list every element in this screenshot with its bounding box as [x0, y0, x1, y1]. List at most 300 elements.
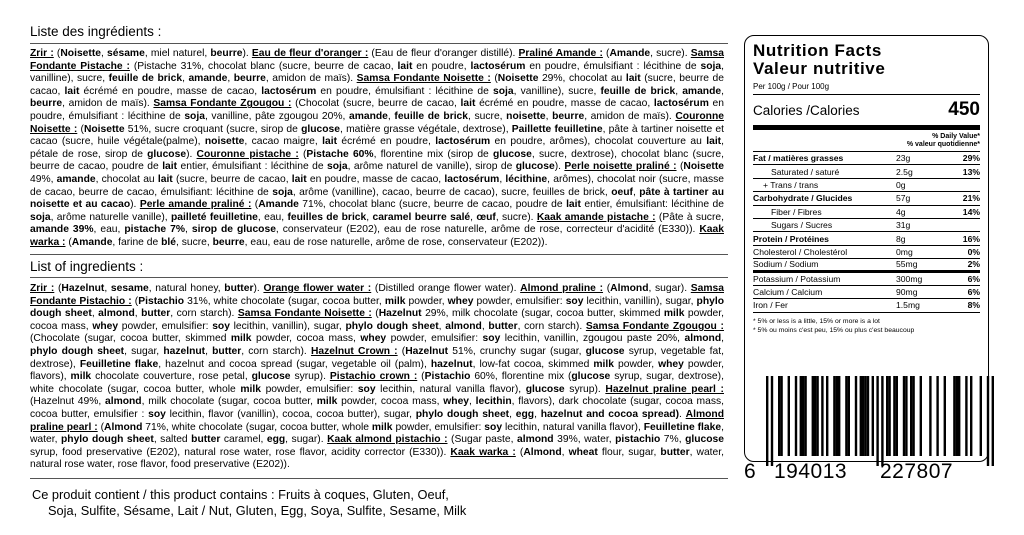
nutrient-daily-value: 6%: [967, 287, 980, 298]
fr-text: , sucre,: [175, 236, 213, 248]
fr-allergen: beurre: [210, 48, 243, 59]
en-allergen: Pistachio: [138, 295, 185, 307]
en-allergen: butter: [141, 308, 171, 320]
en-text: (: [97, 421, 105, 433]
en-text: (Distilled orange flower water).: [371, 283, 521, 294]
en-text: ,: [469, 396, 476, 408]
en-product-name: Orange flower water :: [263, 283, 372, 294]
en-text: powder, emulsifier:: [118, 320, 213, 332]
fr-product-name: Kaak warka :: [30, 224, 724, 248]
fr-text: (: [490, 73, 498, 85]
fr-product-name: Praliné Amande :: [518, 48, 603, 59]
fr-allergen: Noisette: [683, 161, 725, 173]
fr-allergen: Paillette feuilletine: [511, 123, 603, 135]
nutrient-daily-value: 6%: [967, 273, 980, 284]
en-text: ,: [481, 320, 489, 332]
fr-allergen: glucose: [147, 148, 187, 160]
nutrient-row: [753, 152, 980, 165]
en-text: ,: [205, 345, 213, 357]
fr-allergen: lait: [322, 136, 338, 148]
en-allergen: glucose: [571, 371, 611, 383]
barcode-bar: [903, 376, 905, 456]
en-allergen: whey: [443, 396, 470, 408]
barcode-bar: [838, 376, 840, 456]
fr-allergen: amande: [56, 173, 96, 185]
en-text: (Chocolate (sugar, cocoa butter, skimmed: [30, 333, 231, 345]
daily-value-en: % Daily Value*: [932, 133, 980, 140]
fr-text: , arôme naturelle vanille),: [50, 211, 171, 223]
en-allergen: glucose: [685, 434, 724, 446]
fr-allergen: glucose: [492, 148, 532, 160]
fr-text: ,: [227, 73, 234, 85]
en-text: 31%, white chocolate (sugar, cocoa butter,: [184, 295, 385, 307]
en-text: (: [54, 283, 62, 294]
allergen-label: Ce produit contient / this product contains :: [32, 487, 279, 502]
fr-product-name: Samsa Fondante Pistache :: [30, 48, 724, 72]
fr-text: (: [251, 199, 259, 211]
en-text: lecithin, vanillin), sugar,: [229, 320, 346, 332]
en-text: powder,: [614, 358, 659, 370]
en-text: caramel,: [220, 434, 267, 446]
fr-text: (: [602, 48, 610, 59]
fr-allergen: amande: [188, 73, 228, 85]
barcode-bar: [845, 376, 847, 456]
en-text: , sugar).: [648, 283, 691, 294]
en-product-name: Zrir :: [30, 283, 55, 294]
fr-allergen: lécithine: [505, 173, 548, 185]
nutrient-name: Fiber / Fibres: [771, 206, 822, 217]
nutrient-row: [753, 299, 980, 312]
allergen-line2: Soja, Sulfite, Sésame, Lait / Nut, Gluten, Egg, Soya, Sulfite, Sesame, Milk: [48, 503, 467, 518]
en-allergen: Almond: [610, 283, 649, 294]
fr-text: (sucre, beurre de cacao,: [172, 173, 292, 185]
en-allergen: milk: [240, 383, 261, 395]
fr-allergen: feuilles de brick: [287, 211, 367, 223]
en-text: , milk chocolate (sugar, cocoa butter,: [141, 396, 317, 408]
calories-label: Calories /Calories: [753, 103, 860, 118]
barcode-bar: [876, 376, 878, 466]
en-allergen: phylo dough sheet: [415, 408, 510, 420]
barcode-bar: [780, 376, 782, 456]
barcode-bar: [886, 376, 888, 456]
barcode-bar: [812, 376, 814, 456]
nutrient-amount: 0mg: [896, 246, 913, 257]
nutrient-name: + Trans / trans: [763, 179, 819, 190]
fr-text: , arôme (vanilline), cacao, beurre de cacao), sucre, feuilles de brick,: [292, 186, 612, 198]
en-product-name: Samsa Fondante Zgougou :: [585, 320, 724, 332]
barcode-bar: [778, 376, 780, 456]
nutrition-title-en: Nutrition Facts: [753, 41, 882, 60]
fr-allergen: soja: [184, 110, 205, 122]
en-allergen: butter: [224, 283, 254, 294]
fr-text: écrémé en poudre, masse de cacao,: [79, 85, 262, 97]
en-text: powder, emulsifier:: [392, 421, 485, 433]
fr-text: ).: [242, 48, 252, 59]
barcode-bar: [953, 376, 955, 456]
en-text: flour, sugar,: [597, 446, 661, 458]
fr-text: ,: [470, 211, 477, 223]
en-allergen: phylo dough sheet: [60, 434, 154, 446]
en-allergen: whey: [92, 320, 119, 332]
en-allergen: almond: [445, 320, 482, 332]
en-text: ,: [134, 308, 142, 320]
fr-text: entier, émulsifiant: lécithine de: [580, 199, 724, 211]
en-text: lecithin, vanillin, zgougou paste 20%,: [500, 333, 685, 345]
nutrient-row: [753, 206, 980, 219]
fr-allergen: amande: [348, 110, 388, 122]
fr-allergen: lactosérum: [435, 136, 491, 148]
nutrient-name: Cholesterol / Cholestérol: [753, 246, 848, 257]
nutrient-daily-value: 2%: [967, 259, 980, 270]
en-allergen: egg: [266, 434, 286, 446]
en-text: , water, natural rose water, rose flavor, food preservative (E202)).: [30, 446, 724, 471]
en-allergen: soy: [148, 408, 166, 420]
nutrient-amount: 4g: [896, 206, 906, 217]
barcode-bar: [912, 376, 914, 456]
en-text: 39%, water,: [553, 434, 616, 446]
en-text: powder, emulsifier:: [260, 383, 358, 395]
fr-allergen: oeuf: [611, 186, 633, 198]
fr-product-name: Samsa Fondante Noisette :: [356, 73, 491, 85]
en-allergen: almond: [104, 396, 142, 408]
nutrient-daily-value: 0%: [967, 246, 980, 257]
fr-text: , eau,: [257, 211, 288, 223]
barcode-bar: [881, 376, 883, 466]
fr-text: (: [676, 161, 684, 173]
en-text: (Hazelnut 49%,: [30, 396, 105, 408]
barcode-bar: [936, 376, 938, 456]
barcode-digit-first: 6: [744, 460, 757, 483]
nutrient-amount: 31g: [896, 220, 911, 231]
fr-allergen: lait: [162, 161, 178, 173]
barcode-bar: [864, 376, 866, 456]
divider: [30, 277, 728, 278]
fr-allergen: lait: [460, 98, 476, 110]
en-text: powder,: [405, 295, 448, 307]
barcode-bar: [888, 376, 890, 456]
fr-text: ,: [675, 85, 683, 97]
en-product-name: Kaak almond pistachio :: [327, 434, 448, 446]
fr-text: , pâte à tartiner noisette et cacao (sucre, huile végétale(palme),: [30, 123, 724, 148]
barcode-bar: [956, 376, 958, 456]
fr-allergen: sirop de glucose: [191, 224, 276, 236]
fr-product-name: Perle amande praliné :: [139, 199, 252, 211]
fr-text: en poudre, émulsifiant : lécithine de: [30, 98, 724, 122]
en-text: chocolate couverture, rose petal,: [91, 371, 252, 383]
fr-allergen: soja: [326, 161, 348, 173]
fr-allergen: pâte à tartiner au noisette et au cacao: [30, 186, 724, 211]
french-ingredients-text: [30, 48, 724, 250]
en-text: .: [679, 408, 686, 420]
fr-allergen: beurre: [212, 236, 245, 248]
fr-allergen: lait: [706, 136, 722, 148]
barcode-bar: [804, 376, 806, 456]
nutrient-row: [753, 286, 980, 299]
en-product-name: Kaak warka :: [450, 446, 516, 458]
en-allergen: phylo dough sheet: [345, 320, 439, 332]
en-text: syrup, vegetable fat, dextrose),: [30, 345, 724, 370]
en-text: , corn starch).: [517, 320, 586, 332]
nutrient-row: [753, 192, 980, 205]
en-product-name: Almond praline pearl :: [30, 408, 724, 433]
fr-allergen: beurre: [30, 98, 63, 110]
en-allergen: hazelnut and cocoa spread): [540, 408, 680, 420]
fr-allergen: beurre: [233, 73, 266, 85]
en-text: syrup, food preservative (E202), natural rose water, rose flavor, acidity corrector (E330)).: [30, 446, 451, 458]
fr-text: 29%, chocolat au: [538, 73, 626, 85]
en-allergen: Hazelnut: [378, 308, 422, 320]
fr-allergen: pailleté feuilletine: [171, 211, 258, 223]
fr-product-name: Samsa Fondante Zgougou :: [153, 98, 292, 110]
en-text: , corn starch).: [170, 308, 238, 320]
fr-text: en poudre, émulsifiant : lécithine de: [316, 85, 494, 97]
fr-text: ,: [545, 110, 553, 122]
en-allergen: Hazelnut: [61, 283, 105, 294]
fr-text: ,: [499, 173, 506, 185]
fr-text: ,: [100, 48, 108, 59]
en-text: 51%, crunchy sugar (sugar,: [448, 345, 586, 357]
barcode-bar: [795, 376, 797, 456]
barcode-bar: [800, 376, 802, 456]
barcode-bar: [867, 376, 869, 456]
en-product-name: Samsa Fondante Pistachio :: [30, 283, 724, 307]
fr-text: , vanilline, pâte zgougou 20%,: [204, 110, 349, 122]
nutrient-row: [753, 179, 980, 192]
divider: [30, 43, 728, 44]
footnote-en: * 5% or less is a little, 15% or more is a lot: [753, 317, 880, 325]
fr-text: , matière grasse végétale, dextrose),: [340, 123, 512, 135]
en-text: (: [131, 295, 139, 307]
nutrition-title-fr: Valeur nutritive: [753, 59, 886, 78]
fr-allergen: lait: [64, 85, 80, 97]
fr-text: (Pâte à sucre,: [655, 211, 724, 223]
en-allergen: Feuilletine flake: [79, 358, 159, 370]
en-text: (: [603, 283, 611, 294]
fr-text: entier, émulsifiant : lécithine de: [177, 161, 327, 173]
en-text: (: [397, 345, 406, 357]
nutrient-daily-value: 14%: [962, 206, 980, 217]
fr-text: , vanilline), sucre,: [513, 85, 601, 97]
fr-product-name: Couronne Noisette :: [30, 110, 724, 135]
barcode-bar: [788, 376, 790, 456]
barcode-bar: [872, 376, 874, 456]
nutrient-rows: [753, 152, 980, 313]
fr-allergen: soja: [700, 60, 722, 72]
en-text: ,: [721, 333, 725, 345]
divider: [30, 478, 728, 479]
nutrient-name: Sodium / Sodium: [753, 259, 819, 270]
fr-text: , sucre).: [495, 211, 537, 223]
fr-text: , eau, eau de rose naturelle, arôme de rose, conservateur (E202)).: [244, 236, 548, 248]
en-text: (Sugar paste,: [447, 434, 517, 446]
en-product-name: Pistachio crown :: [329, 371, 418, 383]
fr-allergen: Noisette: [83, 123, 125, 135]
barcode-bar: [848, 376, 850, 456]
daily-value-header: [753, 130, 980, 152]
allergen-statement: [32, 487, 722, 519]
en-text: syrup, sugar, dextrose), white chocolate (sugar, cocoa butter, whole: [30, 371, 724, 395]
nutrient-name: Sugars / Sucres: [771, 220, 833, 231]
nutrient-name: Fat / matières grasses: [753, 153, 844, 164]
fr-allergen: soja: [272, 186, 293, 198]
fr-allergen: glucose: [301, 123, 340, 135]
nutrient-name: Saturated / saturé: [771, 166, 840, 177]
barcode-bar: [836, 376, 838, 456]
en-text: 60%, florentine mix (: [470, 371, 572, 383]
en-allergen: butter: [660, 446, 690, 458]
fr-text: , vanilline), sucre,: [30, 60, 724, 85]
fr-text: (Eau de fleur d'oranger distillé).: [368, 48, 519, 59]
barcode-bar: [920, 376, 922, 456]
fr-allergen: lactosérum: [470, 60, 526, 72]
fr-allergen: lait: [625, 73, 641, 85]
fr-allergen: Amande: [71, 236, 113, 248]
barcode-bar: [896, 376, 898, 456]
nutrition-footnote: [753, 317, 980, 335]
fr-text: , eau,: [93, 224, 125, 236]
fr-allergen: beurre: [552, 110, 585, 122]
en-text: 71%, white chocolate (sugar, cocoa butter, whole: [142, 421, 372, 433]
en-allergen: soy: [565, 295, 584, 307]
en-allergen: glucose: [585, 345, 625, 357]
calories-value: 450: [948, 99, 980, 120]
en-product-name: Samsa Fondante Noisette :: [237, 308, 372, 320]
fr-allergen: feuille de brick: [394, 110, 469, 122]
en-text: powder, emulsifier:: [473, 295, 566, 307]
en-text: lecithin, natural vanilla flavor),: [375, 383, 526, 395]
nutrient-amount: 2.5g: [896, 166, 913, 177]
fr-allergen: pistache 7%: [124, 224, 186, 236]
fr-allergen: noisette: [204, 136, 245, 148]
en-allergen: butter: [212, 345, 242, 357]
nutrient-amount: 90mg: [896, 287, 918, 298]
barcode-bar: [987, 376, 989, 466]
daily-value-fr: % valeur quotidienne*: [906, 141, 980, 148]
nutrient-amount: 300mg: [896, 273, 923, 284]
fr-product-name: Couronne pistache :: [196, 148, 299, 160]
barcode-bar: [970, 376, 972, 456]
en-text: ,: [104, 283, 111, 294]
en-allergen: lecithin: [475, 396, 512, 408]
fr-allergen: glucose: [515, 161, 555, 173]
en-allergen: Almond: [523, 446, 562, 458]
en-allergen: whey: [658, 358, 684, 370]
nutrient-amount: 0g: [896, 179, 906, 190]
fr-text: en poudre,: [412, 60, 471, 72]
fr-allergen: Pistache 60%: [306, 148, 374, 160]
en-allergen: butter: [488, 320, 518, 332]
fr-text: , florentine mix (sirop de: [373, 148, 493, 160]
nutrient-row: [753, 165, 980, 178]
fr-allergen: caramel beurre salé: [372, 211, 471, 223]
barcode-bar: [816, 376, 818, 456]
english-ingredients-heading: List of ingredients :: [30, 259, 144, 274]
fr-text: 51%, sucre croquant (sucre, sirop de: [124, 123, 302, 135]
en-allergen: soy: [484, 421, 503, 433]
nutrient-row: [753, 246, 980, 259]
fr-text: en poudre, arômes), chocolat couverture au: [490, 136, 707, 148]
barcode-bar: [944, 376, 946, 456]
fr-text: , arôme naturel de vanille), sirop de: [347, 161, 516, 173]
fr-allergen: sésame: [107, 48, 145, 59]
en-text: ,: [509, 408, 516, 420]
fr-allergen: Amande: [609, 48, 651, 59]
en-text: , salted: [153, 434, 192, 446]
en-allergen: milk: [371, 421, 393, 433]
fr-text: ,: [182, 73, 189, 85]
fr-text: , amidon de maïs).: [265, 73, 357, 85]
barcode-digits-left: 194013: [774, 460, 848, 483]
nutrient-name: Protein / Protéines: [753, 233, 829, 244]
fr-allergen: feuille de brick: [600, 85, 676, 97]
en-allergen: milk: [593, 358, 615, 370]
nutrient-amount: 1.5mg: [896, 300, 920, 311]
fr-allergen: noisette: [506, 110, 546, 122]
fr-text: , miel naturel,: [144, 48, 211, 59]
fr-text: (: [53, 48, 61, 59]
barcode-bar: [821, 376, 823, 456]
barcode-bar: [910, 376, 912, 456]
nutrient-amount: 8g: [896, 233, 906, 244]
fr-allergen: lactosérum: [444, 173, 500, 185]
calories-row: [753, 95, 980, 130]
nutrient-daily-value: 8%: [967, 300, 980, 311]
en-text: (: [417, 371, 425, 383]
en-text: ,: [561, 446, 569, 458]
en-allergen: pistachio: [615, 434, 661, 446]
en-allergen: phylo dough sheet: [30, 345, 125, 357]
en-allergen: almond: [684, 333, 722, 345]
en-text: syrup).: [564, 383, 606, 395]
en-text: , low-fat cocoa, skimmed: [472, 358, 594, 370]
en-text: ,: [91, 308, 99, 320]
fr-text: , sucre, dextrose), chocolat blanc (sucre, beurre de cacao, poudre de: [30, 148, 724, 173]
fr-text: en poudre, masse de cacao,: [306, 173, 445, 185]
barcode-bar: [958, 376, 960, 456]
fr-text: , chocolat au: [95, 173, 158, 185]
barcode-bar: [802, 376, 804, 456]
en-text: lecithin, vanillin), sugar,: [583, 295, 697, 307]
en-allergen: butter: [191, 434, 221, 446]
nutrient-row: [753, 259, 980, 272]
en-text: powder, flavors),: [30, 358, 724, 383]
barcode-bar: [965, 376, 967, 456]
barcode-bar: [929, 376, 931, 456]
french-ingredients-heading: Liste des ingrédients :: [30, 24, 162, 39]
fr-text: 49%,: [30, 173, 57, 185]
nutrient-amount: 55mg: [896, 259, 918, 270]
fr-text: ,: [632, 186, 640, 198]
en-allergen: Hazelnut: [405, 345, 449, 357]
en-allergen: milk: [384, 295, 406, 307]
barcode-bar: [766, 376, 768, 466]
fr-text: ,: [366, 211, 373, 223]
barcode-bar: [860, 376, 862, 456]
fr-allergen: lait: [566, 199, 581, 211]
barcode-bar: [814, 376, 816, 456]
english-ingredients-text: [30, 283, 724, 472]
en-allergen: hazelnut: [163, 345, 206, 357]
barcode-bar: [980, 376, 982, 456]
en-allergen: Feuilletine flake: [643, 421, 722, 433]
fr-text: , arômes), chocolat noir (sucre, masse de cacao, beurre de cacao, émulsifiant: lécithine de: [30, 173, 724, 198]
en-text: , sugar,: [124, 345, 164, 357]
en-text: , water,: [30, 421, 724, 446]
en-allergen: almond: [98, 308, 135, 320]
fr-allergen: Noisette: [60, 48, 101, 59]
fr-text: , sucre,: [468, 110, 507, 122]
en-text: , natural honey,: [148, 283, 225, 294]
